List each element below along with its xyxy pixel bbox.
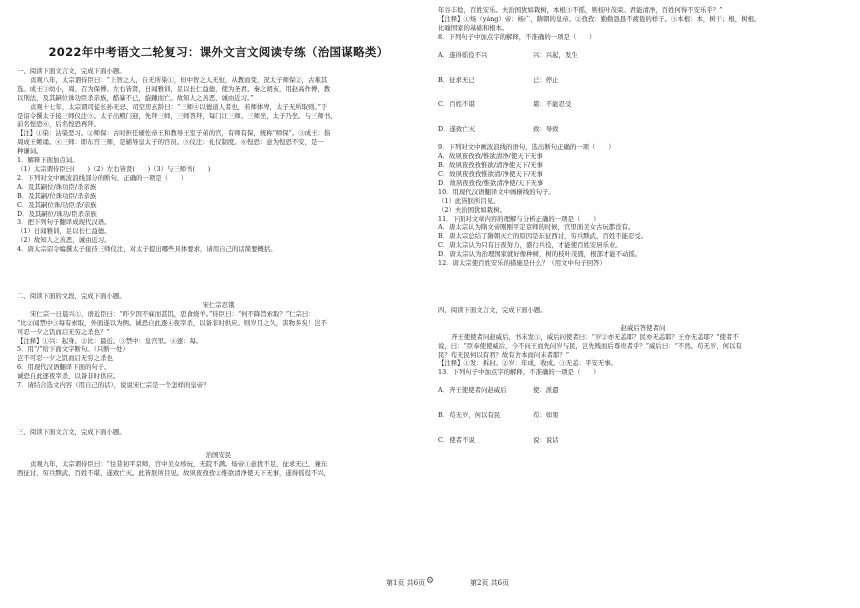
text-line: A．唐太宗认为隋文帝刚刚平定京师的时候，宫里面美女古玩都没有。 [438,223,635,232]
text-line: 贞观九年，太宗谓侍臣曰：“往昔初平京师，宫中美女珍玩，无院不满。炀帝①意犹不足，征求无已，兼东 [30,459,328,468]
text-line: 【注】①染：沾染恶习。②师保：古时担任辅佐帝王和教导王室子弟的官，有师有保，统称“师保”。③成王：指 [17,129,331,138]
text-line: 周成王姬诵。④三师：即东宫三师，是辅导皇太子的官员。⑤仪注：礼仪制度。⑥惶恐：意为惶恐不安，是一 [17,138,324,147]
text-line: 前名惶恐⑥，后名惶恐再拜。 [17,120,101,129]
text-line: 以刑法，及其嗣位诛功臣杀亲族，酷暴不已，旋踵而亡。故知人之善恶，诚由近习。” [17,93,254,102]
text-line: 二、阅读下面的文段，完成下面小题。 [17,292,126,301]
option-explanation: 说：说话 [533,436,559,445]
spacer [17,390,420,428]
option-explanation: 使：派遣 [533,386,559,395]
text-line: C．及其嗣位诛/功臣杀/亲族 [17,200,97,209]
text-line: 岂不可忍一夕之饥而启无穷之杀也 [17,354,113,363]
text-line: 四、阅读下面文言文，完成下面小题。 [438,305,547,314]
spacer [438,84,848,100]
answer-option [438,411,848,420]
spacer [17,437,420,451]
answer-option [438,51,848,60]
text-line: C．唐太宗认为只有日夜努力，盛行兵役，才能使百姓安居乐业。 [438,241,622,250]
option-sentence: A．遂得徭役不兴 [438,50,488,59]
text-line: 诚恐自此逐夜宰杀，以备非时供应。 [17,372,120,381]
text-line: D．唐太宗认为治理国家就好像种树，树的枝叶茂盛，根部才能不动摇。 [438,250,642,259]
page-number-right: 第2页 共6页 [470,579,510,587]
text-line: 2．下列对文中画波浪线部分的断句，正确的一项是（ ） [17,173,188,182]
spacer [438,268,848,306]
text-line: 10．用现代汉语翻译文中画横线的句子。 [438,187,555,196]
text-line: 8．下列句子中加点字的解释，不准确的一项是（ ） [438,32,596,41]
gear-icon: ⚙ [426,576,435,586]
right-page [430,0,860,608]
spacer [438,60,848,76]
text-line: 种谦词。 [17,147,43,156]
text-line: 11．下面对文章内容的理解与分析正确的一项是（ ） [438,214,600,223]
text-line: 治国安民 [205,450,232,459]
option-explanation: 兴：兴起，发生 [533,50,578,59]
left-page-body [17,67,420,478]
text-line: C．故夙夜孜孜惟欲清/净使天下/无事 [438,169,544,178]
text-line: 7．请结合选文内容（用自己的话），说说宋仁宗是一个怎样的皇帝？ [17,381,210,390]
text-line: D．故夙夜孜孜/惟欲清净使/天下无事 [438,178,544,187]
answer-option [438,436,848,445]
text-line: B．及其嗣/位诛功臣/杀亲族 [17,191,97,200]
answer-option [438,76,848,85]
text-line: 一、阅读下面文言文，完成下面小题。 [17,67,126,75]
text-line: 1．解释下面加点词。 [17,156,79,165]
option-explanation: 致：导致 [533,125,559,134]
answer-option [438,100,848,109]
page-number-left: 第1页 共6页 [386,579,426,587]
text-line: 贞观十七年，太宗谓司徒长孙无忌、司空房玄龄曰：“三师④以德道人者也，若师体卑，太子无所取则。”于 [30,102,328,111]
text-line: 选。成王③幼小，周、召为保傅。左右皆贤，日闻雅训，足以长仁益德，使为圣君。秦之胡亥，用赵高作傅，教 [17,84,331,93]
text-line: 可忍一夕之饥而启无穷之杀也？” [17,327,110,336]
text-line: （2）故知人之善恶，诚由近习。 [17,236,111,245]
text-line: A．故夙夜孜孜/惟欲清净/使天下无事 [438,152,543,161]
document-title: 2022年中考语文二轮复习：课外文言文阅读专练（治国谋略类） [48,45,389,59]
text-line: 赵威后答使者问 [620,323,666,332]
text-line: （1）日闻雅训，足以长仁益德。 [17,227,111,236]
text-line: （2）夫治国犹如栽树。 [438,205,506,214]
text-line: 【注释】①炀（yáng）帝：杨广，隋朝的皇帝。②孜孜：勤勤恳恳不疲倦的样子。③本根：本，树干；根，树根。 [438,14,761,23]
text-line: 【注释】①发：拆封。②岁：年成，收成。③无恙：平安无事。 [438,359,617,368]
option-explanation: 堪：不能忍受 [533,100,572,109]
text-line: 民？苟无民何以有君？故有舍本而问末者耶？” [438,350,570,359]
answer-option [438,386,848,395]
text-line: 是诏令撰太子接三师仪注⑤。太子出殿门迎，先拜三师，三师答拜，每门让三师。三师坐，太子乃坐。与三师书， [17,111,337,120]
text-line: 宋仁宗忍饿 [202,300,235,309]
text-line: 12．唐太宗使百姓安乐的措施是什么？（用文中句子回答） [438,259,606,268]
spacer [438,395,848,411]
text-line: （1）此皆朕所目见。 [438,196,500,205]
text-line: 13．下列句子中加点字的解释，不准确的一项是（ ） [438,368,600,377]
spacer [17,254,420,292]
text-line: 西征讨，穷兵黩武，百姓不堪，遂致亡灭。此皆朕所目见。故夙夜孜孜②惟欲清净使天下无事，遂得徭役不兴， [17,468,331,477]
option-sentence: C．百姓不堪 [438,100,475,109]
text-line: B．唐太宗总结了隋朝灭亡的原因是东征西讨，穷兵黩武，百姓不能忍受。 [438,232,648,241]
text-line: 【注释】①兴：起身。②比：最近。③禁中：皇宫里。④逐：每。 [17,336,203,345]
answer-option [438,125,848,134]
text-line: 说，曰：“臣奉使使威后，今不问王而先问岁与民，岂先贱而后尊贵者乎？”威后曰：“不然。苟无岁，何以有 [438,341,742,350]
text-line: 齐王使使者问赵威后，书未发①，威后问使者曰：“岁②亦无恙耶？民亦无恙耶？王亦无恙耶？”使者不 [451,332,739,341]
text-line: 年谷丰稔，百姓安乐。夫治国犹如栽树，本根③不摇，则枝叶茂荣。君能清净，百姓何得不安乐乎？” [438,6,723,14]
spacer [438,377,848,386]
spacer [438,109,848,125]
text-line: A．及其嗣位/诛功臣/杀亲族 [17,182,97,191]
text-line: 9．下列对文中画波浪线的语句，选出断句正确的一项（ ） [438,143,615,152]
spacer [438,315,848,324]
text-line: 6．用现代汉语翻译下面的句子。 [17,363,111,372]
text-line: D．及其嗣位/诛功/臣杀亲族 [17,209,97,218]
text-line: 4．唐太宗诏令编撰太子接待三师仪注，对太子提出哪些具体要求，请用自己的话简要概括。 [17,245,277,254]
option-sentence: A．齐王使使者问赵威后 [438,386,507,395]
text-line: 比喻国家的基础和根本。 [438,23,509,32]
text-line: B．故夙夜孜孜惟欲/清净使天下/无事 [438,161,543,170]
text-line: （1）太宗谓侍臣曰( )（2）左右皆贤( )（3）与三师书( ) [17,164,211,173]
option-sentence: D．遂致亡灭 [438,125,476,134]
text-line: 三、阅读下面文言文，完成下面小题。 [17,428,126,436]
right-page-body [438,6,848,445]
spacer [438,134,848,143]
text-line: 贞观八年，太宗谓侍臣曰：“上智之人，自无所染①，但中智之人无恒，从教而变，况太子师保②，古难其 [30,75,328,84]
text-line: 宋仁宗一日晨兴①，语近臣曰：“昨夕因不寐而甚饥，思食烧羊。”侍臣曰：“何不降旨索取？”仁宗曰： [30,309,315,318]
text-line: “比②闻禁中③每有索取，外面遂以为例。诚恐自此逐④夜宰杀，以备非时供应。则岁月之久，害物多矣！岂不 [17,318,328,327]
option-sentence: B．苟无岁，何以有民 [438,411,501,420]
spacer [438,420,848,436]
text-line: 3．把下列句子翻译成现代汉语。 [17,218,111,227]
option-explanation: 已：停止 [533,75,559,84]
option-sentence: B．征求无已 [438,75,475,84]
spacer [438,42,848,51]
option-explanation: 苟：如果 [533,411,559,420]
text-line: 5．用“/”给下面文字断句。（只断一处） [17,345,129,354]
option-sentence: C．使者不说 [438,436,475,445]
